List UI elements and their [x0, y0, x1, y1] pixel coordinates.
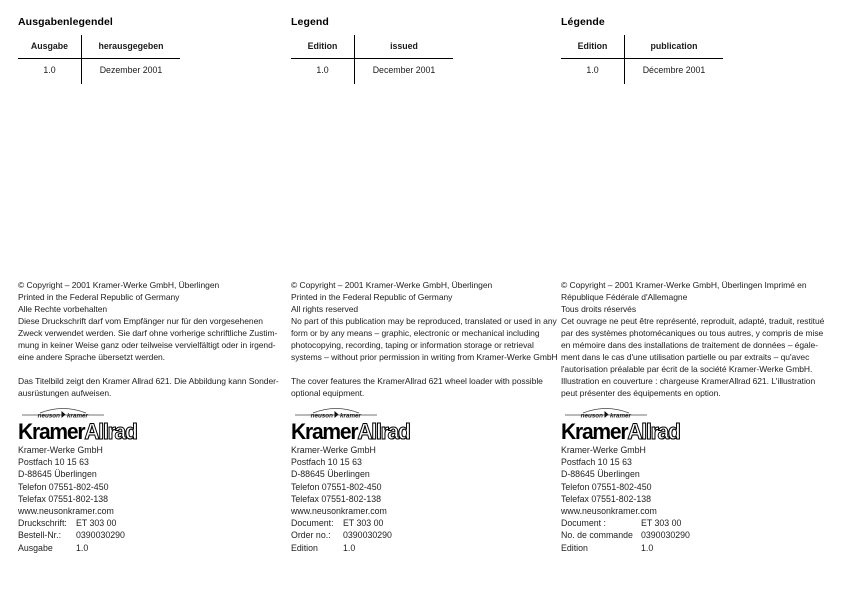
edition-value: 1.0 — [76, 542, 89, 553]
neuson-kramer-logo — [295, 406, 377, 420]
address-block-english — [291, 444, 392, 554]
document-number-row — [18, 517, 125, 529]
svg-text:neuson: neuson — [580, 412, 603, 420]
table-cell-edition: 1.0 — [291, 59, 355, 84]
document-number-value: ET 303 00 — [641, 518, 682, 529]
address-block-german — [18, 444, 125, 554]
table-header-issued: publication — [650, 41, 698, 51]
address-block-french — [561, 444, 690, 554]
section-title-english: Legend — [291, 16, 329, 28]
table-header-edition: Ausgabe — [18, 35, 82, 58]
column-german — [18, 0, 284, 595]
logo-text-kramer: Kramer — [18, 419, 85, 445]
table-data-row — [561, 59, 723, 84]
logo-text-allrad: Allrad — [84, 419, 137, 445]
logo-text-kramer: Kramer — [291, 419, 358, 445]
document-number-row — [291, 517, 392, 529]
edition-table-english — [291, 35, 453, 84]
edition-table-german — [18, 35, 180, 84]
logo-block — [18, 406, 137, 445]
flag-icon — [62, 411, 66, 418]
svg-text:kramer: kramer — [67, 412, 89, 420]
address-lines: Kramer-Werke GmbH Postfach 10 15 63 D-88645 Überlingen Telefon 07551-802-450 Telefax 07551-802-138 www.neusonkramer.com — [291, 445, 387, 517]
logo-text-allrad: Allrad — [357, 419, 410, 445]
document-number-row — [561, 517, 690, 529]
logo-block — [291, 406, 410, 445]
flag-icon — [605, 411, 609, 418]
address-lines: Kramer-Werke GmbH Postfach 10 15 63 D-88645 Überlingen Telefon 07551-802-450 Telefax 07551-802-138 www.neusonkramer.com — [561, 445, 657, 517]
svg-text:kramer: kramer — [610, 412, 632, 420]
edition-row — [18, 542, 125, 554]
document-number-label: Document : — [561, 518, 606, 529]
order-number-row — [291, 529, 392, 541]
document-number-label: Druckschrift: — [18, 518, 67, 529]
edition-label: Edition — [291, 542, 318, 553]
logo-text-kramer: Kramer — [561, 419, 628, 445]
table-header-edition: Edition — [561, 35, 625, 58]
order-number-row — [561, 529, 690, 541]
order-number-value: 0390030290 — [641, 530, 690, 541]
edition-label: Edition — [561, 542, 588, 553]
kramer-allrad-logo — [291, 421, 410, 443]
neuson-kramer-logo — [22, 406, 104, 420]
edition-label: Ausgabe — [18, 542, 53, 553]
edition-table-french — [561, 35, 723, 84]
svg-text:neuson: neuson — [37, 412, 60, 420]
logo-block — [561, 406, 680, 445]
edition-value: 1.0 — [641, 542, 654, 553]
order-number-value: 0390030290 — [76, 530, 125, 541]
logo-text-allrad: Allrad — [627, 419, 680, 445]
column-english — [291, 0, 557, 595]
document-info — [561, 517, 690, 554]
table-header-edition: Edition — [291, 35, 355, 58]
copyright-block-french: © Copyright – 2001 Kramer-Werke GmbH, Überlingen Imprimé en République Fédérale d'Allemagne Tous droits réservés Cet ouvrage ne peut être représenté, reproduit, adapté, traduit, restitué par des systèmes photomécaniques ou tous autres, y compris de mise en mémoire dans des installations de traitement de données – égale- ment dans le cas d'une utilisation partielle ou par extraits – qu'avec l'autorisation préalable par écrit de la société Kramer-Werke GmbH. Illustration en couverture : chargeuse KramerAllrad 621. L'illustration peut présenter des équipements en option. — [561, 280, 825, 398]
kramer-allrad-logo — [18, 421, 137, 443]
copyright-block-english: © Copyright – 2001 Kramer-Werke GmbH, Überlingen Printed in the Federal Republic of Germany All rights reserved No part of this publication may be reproduced, translated or used in any form or by any means – graphic, electronic or mechanical including photocopying, recording, taping or information storage or retrieval systems – without prior permission in writing from Kramer-Werke GmbH The cover features the KramerAllrad 621 wheel loader with possible optional equipment. — [291, 280, 558, 398]
address-lines: Kramer-Werke GmbH Postfach 10 15 63 D-88645 Überlingen Telefon 07551-802-450 Telefax 07551-802-138 www.neusonkramer.com — [18, 445, 114, 517]
flag-icon — [335, 411, 339, 418]
table-header-issued: herausgegeben — [98, 41, 164, 51]
table-data-row — [291, 59, 453, 84]
svg-text:kramer: kramer — [340, 412, 362, 420]
table-cell-issued: December 2001 — [372, 65, 436, 75]
document-number-value: ET 303 00 — [343, 518, 384, 529]
table-header-row — [561, 35, 723, 59]
order-number-label: Order no.: — [291, 530, 331, 541]
table-cell-issued: Dezember 2001 — [99, 65, 163, 75]
document-info — [18, 517, 125, 554]
table-header-issued: issued — [390, 41, 418, 51]
document-info — [291, 517, 392, 554]
copyright-block-german: © Copyright – 2001 Kramer-Werke GmbH, Überlingen Printed in the Federal Republic of Germany Alle Rechte vorbehalten Diese Druckschrift darf vom Empfänger nur für den vorgesehenen Zweck verwendet werden. Sie darf ohne vorherige schriftliche Zustim- mung in keiner Weise ganz oder teilweise vervielfältigt oder in irgend- eine andere Sprache übersetzt werden. Das Titelbild zeigt den Kramer Allrad 621. Die Abbildung kann Sonder- ausrüstungen aufweisen. — [18, 280, 279, 398]
edition-row — [561, 542, 690, 554]
svg-text:neuson: neuson — [310, 412, 333, 420]
table-header-row — [291, 35, 453, 59]
table-cell-edition: 1.0 — [18, 59, 82, 84]
document-number-label: Document: — [291, 518, 334, 529]
document-number-value: ET 303 00 — [76, 518, 117, 529]
table-data-row — [18, 59, 180, 84]
order-number-row — [18, 529, 125, 541]
section-title-french: Légende — [561, 16, 605, 28]
order-number-value: 0390030290 — [343, 530, 392, 541]
table-header-row — [18, 35, 180, 59]
order-number-label: No. de commande — [561, 530, 633, 541]
neuson-kramer-logo — [565, 406, 647, 420]
column-french — [561, 0, 827, 595]
edition-row — [291, 542, 392, 554]
edition-value: 1.0 — [343, 542, 356, 553]
section-title-german: Ausgabenlegendel — [18, 16, 113, 28]
table-cell-issued: Décembre 2001 — [642, 65, 706, 75]
order-number-label: Bestell-Nr.: — [18, 530, 62, 541]
table-cell-edition: 1.0 — [561, 59, 625, 84]
kramer-allrad-logo — [561, 421, 680, 443]
